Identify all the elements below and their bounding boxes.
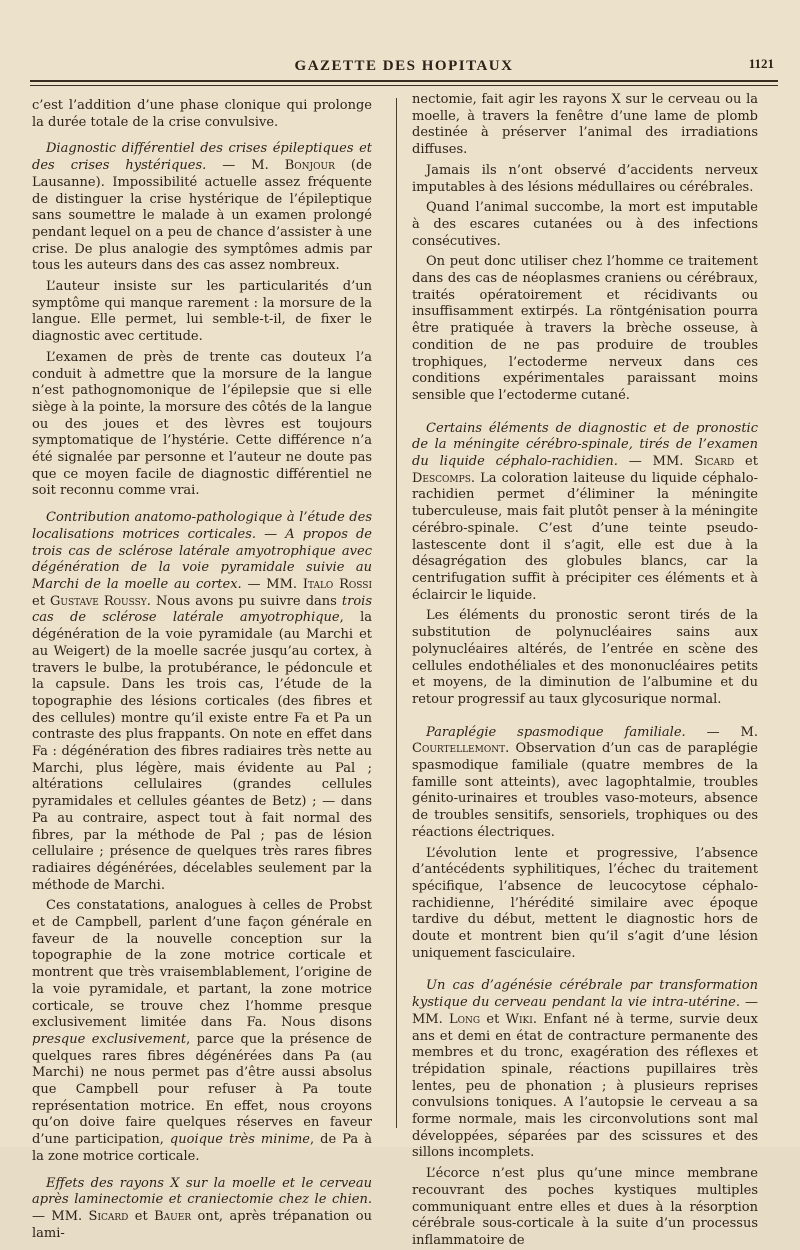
author: Wiki — [505, 1011, 533, 1027]
section-title: Contribution anatomo-pathologique à l’étude des localisations motrices corticales. — A propos de trois cas de sclérose latérale amyotrophique avec dégénération de la voie pyramidale suivie au Marchi de la moelle au cortex. — [32, 510, 372, 592]
paragraph: Ces constatations, analogues à celles de Probst et de Campbell, parlent d’une façon générale en faveur de la nouvelle conception sur la topographie de la zone motrice corticale et montrent que très vraisemblablement, l’origine de la voie pyramidale, et partant, la zone motrice corticale, se trouve chez l’homme presque exclusivement limitée dans Fa. Nous disons presque exclusivement, parce que la présence de quelques rares fibres dégénérées dans Pa (au Marchi) ne nous permet pas d’être aussi absolus que Campbell pour refuser à Pa toute représentation motrice. En effet, nous croyons qu’on doive faire quelques réserves en faveur d’une participation, quoique très minime, de Pa à la zone motrice corticale. — [32, 898, 372, 1164]
section-meningitis: Certains éléments de diagnostic et de pronostic de la méningite cérébro-spinale, tirés de l’examen du liquide céphalo-rachidien. — MM. Sicard et Descomps. La coloration laiteuse du liquide céphalo-rachidien permet d’éliminer la méningite tuberculeuse, mais fait plutôt penser à la méningite cérébro-spinale. C’est d’une teinte pseudo-lastescente dont il s’agit, elle est due à la désagrégation des globules blancs, car la centrifugation suffit à précipiter ces éléments et à éclaircir le liquide. — [412, 420, 758, 603]
author: Sicard — [88, 1209, 129, 1224]
author: Gustave Roussy — [50, 593, 147, 609]
left-column — [32, 98, 373, 1241]
section-title: Certains éléments de diagnostic et de pronostic de la méningite cérébro-spinale, tirés de l’examen du liquide céphalo-rachidien. — [412, 420, 758, 470]
right-column — [412, 92, 758, 1248]
author: Bonjour — [284, 158, 335, 174]
column-divider — [396, 98, 397, 1128]
page-header — [30, 54, 778, 76]
section-title: Diagnostic différentiel des crises épileptiques et des crises hystériques. — [32, 141, 372, 174]
section-title: Effets des rayons X sur la moelle et le cerveau après laminectomie et craniectomie chez le chien. — [32, 1175, 372, 1208]
author: Sicard — [694, 454, 735, 470]
section-epilepsy: Diagnostic différentiel des crises épileptiques et des crises hystériques. — M. Bonjour (de Lausanne). Impossibilité actuelle assez fréquente de distinguer la crise hystérique de l’épileptique sans soumettre le malade à un examen prolongé pendant lequel on a peu de chance d’assister à une crise. De plus analogie des symptômes admis par tous les auteurs dans des cas assez nombreux. — [32, 141, 372, 274]
page-number: 1121 — [748, 56, 774, 71]
section-motor-localisations: Contribution anatomo-pathologique à l’étude des localisations motrices corticales. — A propos de trois cas de sclérose latérale amyotrophique avec dégénération de la voie pyramidale suivie au Marchi de la moelle au cortex. — MM. Italo Rossi et Gustave Roussy. Nous avons pu suivre dans trois cas de sclérose latérale amyotrophique, la dégénération de la voie pyramidale (au Marchi et au Weigert) de la moelle sacrée jusqu’au cortex, à travers le bulbe, la protubérance, le pédoncule et la capsule. Dans les trois cas, l’étude de la topographie des lésions corticales (des fibres et des cellules) montre qu’il existe entre Fa et Pa un contraste des plus frappants. On note en effet dans Fa : dégénération des fibres radiaires très nette au Marchi, plus légère, mais évidente au Pal ; altérations cellulaires (grandes cellules pyramidales et cellules géantes de Betz) ; — dans Pa au contraire, aspect tout à fait normal des fibres, par la méthode de Pal ; pas de lésion cellulaire ; présence de quelques très rares fibres radiaires dégénérées, décelables seulement par la méthode de Marchi. — [32, 510, 373, 893]
section-x-rays: Effets des rayons X sur la moelle et le cerveau après laminectomie et craniectomie chez le chien. — MM. Sicard et Bauer ont, après trépanation ou lami- — [32, 1175, 372, 1241]
paragraph: On peut donc utiliser chez l’homme ce traitement dans des cas de néoplasmes craniens ou cérébraux, traités opératoirement et récidivants ou insuffisamment extirpés. La röntgénisation pourra être pratiquée à travers la brèche osseuse, à condition de ne pas produire de troubles trophiques, l’ectoderme nerveux dans ces conditions expérimentales paraissant moins sensible que l’ectoderme cutané. — [412, 254, 758, 403]
paragraph: L’examen de près de trente cas douteux l’a conduit à admettre que la morsure de la langue n’est pathognomonique de l’épilepsie que si elle siège à la pointe, la morsure des côtés de la langue ou des joues et des lèvres est toujours symptomatique de l’hystérie. Cette différence n’a été signalée par personne et l’auteur ne doute pas que ce moyen facile de diagnostic différentiel ne soit reconnu comme vrai. — [32, 349, 372, 499]
paragraph: nectomie, fait agir les rayons X sur le cerveau ou la moelle, à travers la fenêtre d’une lame de plomb destinée à préserver l’animal des irradiations diffuses. — [412, 92, 758, 158]
section-title: Paraplégie spasmodique familiale. — [426, 724, 686, 740]
author: Courtellemont — [412, 741, 506, 757]
author: Italo Rossi — [302, 576, 373, 592]
author: Bauer — [154, 1209, 192, 1224]
paragraph: L’écorce n’est plus qu’une mince membrane recouvrant des poches kystiques multiples communiquant entre elles et dues à la résorption cérébrale sous-corticale à la suite d’un processus inflammatoire de — [412, 1166, 758, 1248]
journal-title: GAZETTE DES HOPITAUX — [294, 58, 514, 74]
author: Long — [449, 1011, 481, 1027]
header-rule-thin — [30, 85, 778, 86]
paragraph: L’auteur insiste sur les particularités d’un symptôme qui manque rarement : la morsure de la langue. Elle permet, lui semble-t-il, de fixer le diagnostic avec certitude. — [32, 279, 372, 345]
section-agenesis: Un cas d’agénésie cérébrale par transformation kystique du cerveau pendant la vie intra-utérine. — MM. Long et Wiki. Enfant né à terme, survie deux ans et demi en état de contracture permanente des membres et du tronc, exagération des réflexes et trépidation spinale, réactions pupillaires très lentes, peu de phonation ; à plusieurs reprises convulsions toniques. A l’autopsie le cerveau a sa forme normale, mais les circonvolutions sont mal développées, séparées par des scissures et des sillons incomplets. — [412, 978, 758, 1161]
paragraph: L’évolution lente et progressive, l’absence d’antécédents syphilitiques, l’échec du traitement spécifique, l’absence de leucocytose céphalo-rachidienne, l’hérédité similaire avec époque tardive du début, mettent le diagnostic hors de doute et montrent bien qu’il s’agit d’une lésion uniquement fasciculaire. — [412, 845, 758, 961]
paragraph: Quand l’animal succombe, la mort est imputable à des escares cutanées ou à des infections consécutives. — [412, 200, 758, 249]
author: Descomps — [412, 470, 471, 486]
header-rule-thick — [30, 80, 778, 82]
paragraph: Jamais ils n’ont observé d’accidents nerveux imputables à des lésions médullaires ou cérébrales. — [412, 162, 758, 195]
section-paraplegia: Paraplégie spasmodique familiale. — M. Courtellemont. Observation d’un cas de paraplégie spasmodique familiale (quatre membres de la famille sont atteints), avec lagophtalmie, troubles génito-urinaires et troubles vaso-moteurs, absence de troubles sensitifs, sensoriels, trophiques ou des réactions électriques. — [412, 724, 758, 840]
paragraph: Les éléments du pronostic seront tirés de la substitution de polynucléaires sains aux polynucléaires altérés, de l’entrée en scène des cellules endothéliales et des mononucléaires petits et moyens, de la diminution de l’albumine et du retour progressif au taux glycosurique normal. — [412, 608, 758, 707]
paragraph: c’est l’addition d’une phase clonique qui prolonge la durée totale de la crise convulsive. — [32, 98, 372, 130]
section-title: Un cas d’agénésie cérébrale par transformation kystique du cerveau pendant la vie intra-utérine. — [412, 978, 758, 1011]
